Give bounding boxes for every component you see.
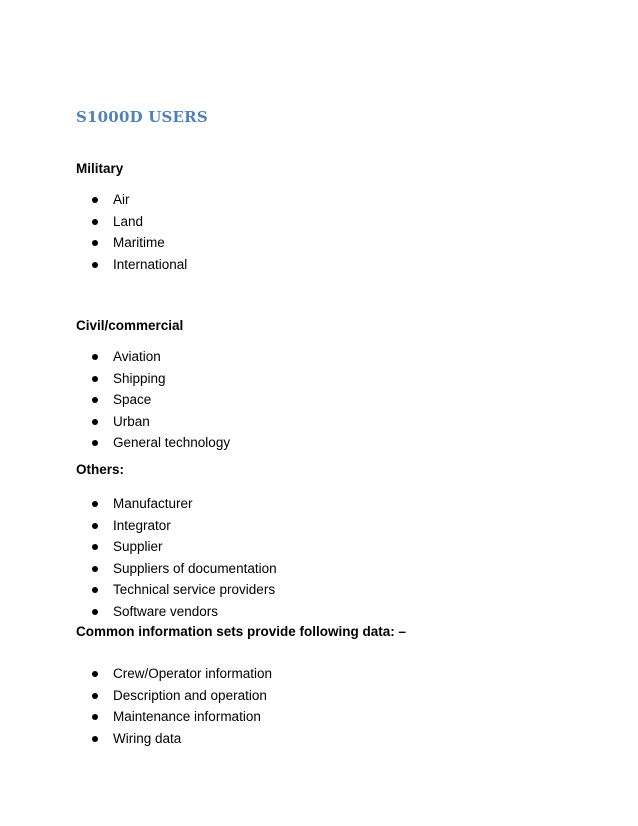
- military-list: [92, 189, 187, 275]
- section-heading-others: Others:: [76, 462, 125, 477]
- list-item: Space: [92, 389, 230, 411]
- list-item: Air: [92, 189, 187, 211]
- document-title: S1000D USERS: [76, 108, 208, 126]
- civil-commercial-list: [92, 346, 230, 454]
- list-item: Suppliers of documentation: [92, 558, 277, 580]
- list-item: Land: [92, 211, 187, 233]
- list-item: Wiring data: [92, 728, 272, 750]
- list-item: Integrator: [92, 515, 277, 537]
- others-list: [92, 493, 277, 622]
- list-item: Maritime: [92, 232, 187, 254]
- list-item: Manufacturer: [92, 493, 277, 515]
- list-item: Supplier: [92, 536, 277, 558]
- section-heading-military: Military: [76, 161, 124, 176]
- list-item: Technical service providers: [92, 579, 277, 601]
- list-item: General technology: [92, 432, 230, 454]
- list-item: Shipping: [92, 368, 230, 390]
- section-heading-civil-commercial: Civil/commercial: [76, 318, 184, 333]
- list-item: Maintenance information: [92, 706, 272, 728]
- section-heading-common-information: Common information sets provide following data: –: [76, 624, 407, 639]
- list-item: Crew/Operator information: [92, 663, 272, 685]
- list-item: Urban: [92, 411, 230, 433]
- common-information-list: [92, 663, 272, 749]
- list-item: International: [92, 254, 187, 276]
- list-item: Software vendors: [92, 601, 277, 623]
- list-item: Aviation: [92, 346, 230, 368]
- list-item: Description and operation: [92, 685, 272, 707]
